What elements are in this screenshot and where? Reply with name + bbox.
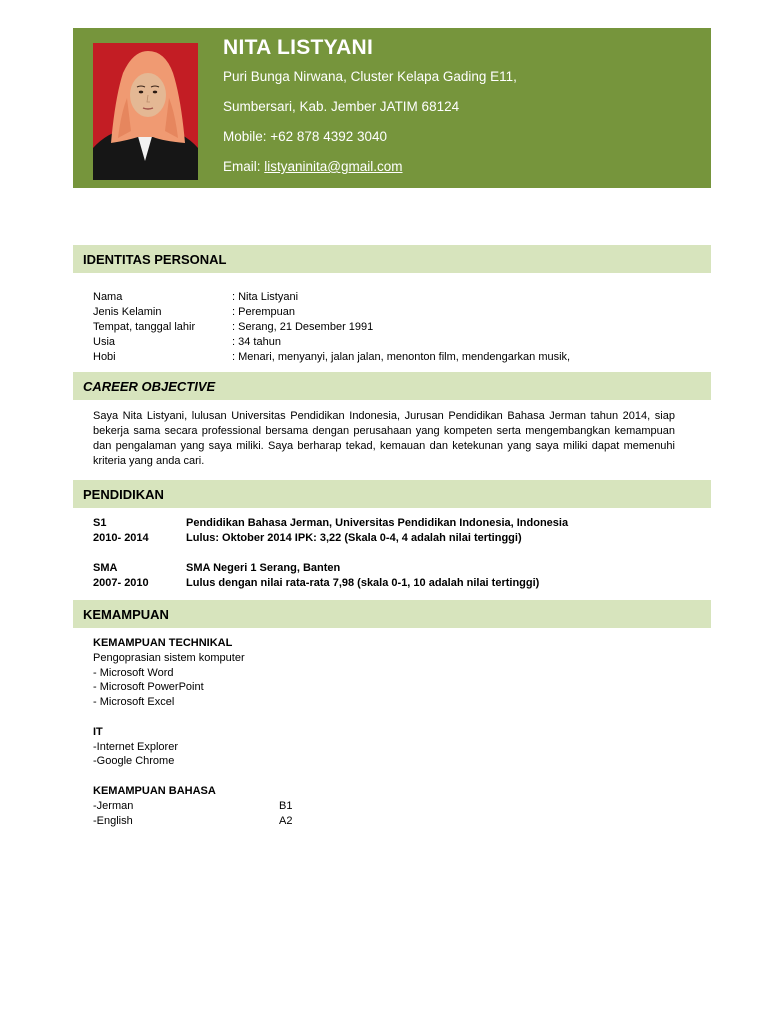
language-level: B1: [279, 799, 293, 812]
skill-item: -Google Chrome: [93, 755, 175, 768]
skill-item: - Microsoft Excel: [93, 696, 175, 709]
skills-list: [93, 636, 293, 828]
info-value: : Menari, menyanyi, jalan jalan, menonton film, mendengarkan musik,: [232, 351, 571, 363]
language-skills-heading: KEMAMPUAN BAHASA: [93, 784, 216, 797]
resume-header: [73, 28, 711, 188]
info-value: : Nita Listyani: [232, 291, 299, 303]
education-years: 2007- 2010: [93, 577, 149, 589]
skill-item: - Microsoft Word: [93, 666, 174, 679]
email-label: Email:: [223, 159, 265, 174]
language-item: [93, 799, 293, 814]
mobile-number: Mobile: +62 878 4392 3040: [223, 129, 388, 144]
section-kemampuan: [73, 600, 711, 628]
language-level: A2: [279, 814, 293, 827]
section-pendidikan: [73, 480, 711, 508]
section-title: KEMAMPUAN: [83, 607, 169, 622]
spacer: [93, 710, 245, 725]
section-title: CAREER OBJECTIVE: [83, 379, 216, 394]
education-level: SMA: [93, 562, 118, 574]
profile-photo: [93, 43, 198, 180]
candidate-name: NITA LISTYANI: [223, 36, 374, 59]
education-school: Pendidikan Bahasa Jerman, Universitas Pendidikan Indonesia, Indonesia: [186, 517, 569, 529]
info-label: Nama: [93, 291, 123, 303]
section-title: PENDIDIKAN: [83, 487, 164, 502]
skill-item: -Internet Explorer: [93, 740, 178, 753]
section-identitas-personal: [73, 245, 711, 273]
education-school: SMA Negeri 1 Serang, Banten: [186, 562, 341, 574]
info-label: Hobi: [93, 351, 116, 363]
section-title: IDENTITAS PERSONAL: [83, 252, 227, 267]
profile-photo-image: [93, 43, 198, 180]
email-link[interactable]: listyaninita@gmail.com: [264, 159, 403, 174]
info-value: : Perempuan: [232, 306, 295, 318]
email-line: [223, 159, 403, 174]
skill-item: Pengoprasian sistem komputer: [93, 651, 245, 664]
info-label: Tempat, tanggal lahir: [93, 321, 196, 333]
info-value: : 34 tahun: [232, 336, 281, 348]
address-line-1: Puri Bunga Nirwana, Cluster Kelapa Gading E11,: [223, 69, 517, 84]
info-label: Jenis Kelamin: [93, 306, 162, 318]
language-name: -Jerman: [93, 799, 134, 812]
education-years: 2010- 2014: [93, 532, 149, 544]
career-objective-text: Saya Nita Listyani, lulusan Universitas Pendidikan Indonesia, Jurusan Pendidikan Bahasa Jerman tahun 2014, siap bekerja sama secara professional bersama dengan perusahaan yang kompeten serta mengembangkan kemampuan dan pengalaman yang saya miliki. Saya berharap tekad, kemauan dan ketekunan yang saya miliki dapat memenuhi kriteria yang anda cari.: [93, 410, 675, 467]
address-line-2: Sumbersari, Kab. Jember JATIM 68124: [223, 99, 460, 114]
education-detail: Lulus dengan nilai rata-rata 7,98 (skala 0-1, 10 adalah nilai tertinggi): [186, 577, 540, 589]
section-career-objective: [73, 372, 711, 400]
it-skills-heading: IT: [93, 725, 103, 738]
technical-skills-heading: KEMAMPUAN TECHNIKAL: [93, 637, 233, 649]
spacer: [93, 769, 245, 784]
language-name: -English: [93, 814, 133, 827]
info-label: Usia: [93, 336, 116, 348]
education-detail: Lulus: Oktober 2014 IPK: 3,22 (Skala 0-4, 4 adalah nilai tertinggi): [186, 532, 522, 544]
info-value: : Serang, 21 Desember 1991: [232, 321, 374, 333]
language-item: [93, 814, 293, 829]
skill-item: - Microsoft PowerPoint: [93, 681, 204, 694]
education-level: S1: [93, 517, 107, 529]
